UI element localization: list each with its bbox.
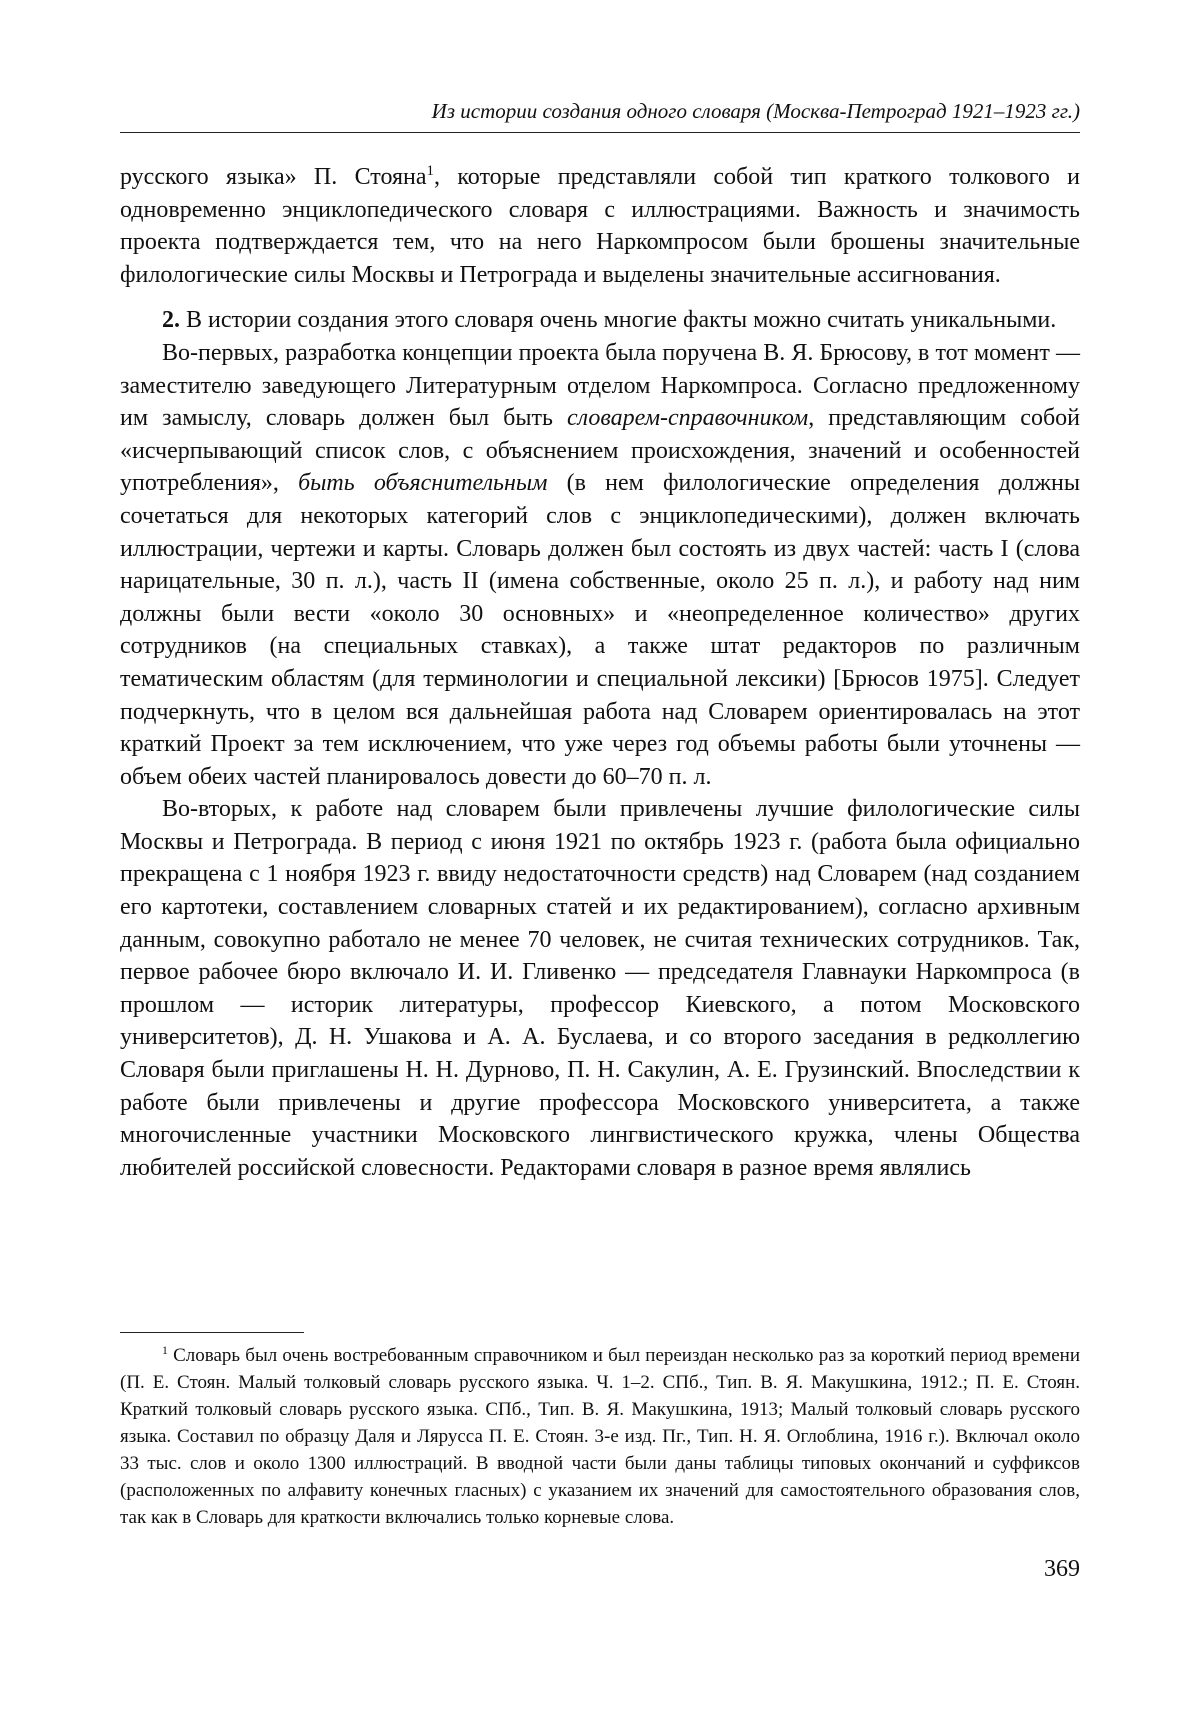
footnote-rule: [120, 1332, 304, 1333]
footnote-marker: 1: [162, 1343, 168, 1357]
paragraph-2: 2. В истории создания этого словаря очень многие факты можно считать уникальными.: [162, 307, 1057, 334]
emphasis-term: быть объяснительным: [298, 470, 548, 497]
paragraph-3: Во-первых, разработка концепции проекта была поручена В. Я. Брюсову, в тот момент — заместителю заведующего Литературным отделом Наркомпроса. Согласно предложенному им замыслу, словарь должен был быть словарем-справочником, представляющим собой «исчерпывающий список слов, с объяснением происхождения, значений и особенностей употребления», быть объяснительным (в нем филологические определения должны сочетаться для некоторых категорий слов с энциклопедическими), должен включать иллюстрации, чертежи и карты. Словарь должен был состоять из двух частей: часть I (слова нарицательные, 30 п. л.), часть II (имена собственные, около 25 п. л.), и работу над ним должны были вести «около 30 основных» и «неопределенное количество» других сотрудников (на специальных ставках), а также штат редакторов по различным тематическим областям (для терминологии и специальной лексики) [Брюсов 1975]. Следует подчеркнуть, что в целом вся дальнейшая работа над Словарем ориентировалась на этот краткий Проект за тем исключением, что уже через год объемы работы были уточнены — объем обеих частей планировалось довести до 60–70 п. л.: [120, 339, 1080, 790]
emphasis-term: словарем-справочником: [567, 405, 809, 432]
page-number: 369: [1044, 1556, 1080, 1582]
footnote-ref[interactable]: 1: [426, 163, 434, 180]
footnote-1: $^1$ Словарь был очень востребованным справочником и был переиздан несколько раз за короткий период времени (П. Е. Стоян. Малый толковый словарь русского языка. Ч. 1–2. СПб., Тип. В. Я. Макушкина, 1912.; П. Е. Стоян. Краткий толковый словарь русского языка. СПб., Тип. В. Я. Макушкина, 1913; Малый толковый словарь русского языка. Составил по образцу Даля и Лярусса П. Е. Стоян. 3-е изд. Пг., Тип. Н. Я. Оглоблина, 1916 г.). Включал около 33 тыс. слов и около 1300 иллюстраций. В вводной части были даны таблицы типовых окончаний и суффиксов (расположенных по алфавиту конечных гласных) с указанием их значений для самостоятельного образования слов, так как в Словарь для краткости включались только корневые слова.: [120, 1343, 1080, 1528]
paragraph-1: русского языка» П. Стояна$^1$, которые представляли собой тип краткого толкового и одновременно энциклопедического словаря с иллюстрациями. Важность и значимость проекта подтверждается тем, что на него Наркомпросом были брошены значительные филологические силы Москвы и Петрограда и выделены значительные ассигнования.: [120, 163, 1080, 288]
paragraph-4: Во-вторых, к работе над словарем были привлечены лучшие филологические силы Москвы и Петрограда. В период с июня 1921 по октябрь 1923 г. (работа была официально прекращена с 1 ноября 1923 г. ввиду недостаточности средств) над Словарем (над созданием его картотеки, составлением словарных статей и их редактированием), согласно архивным данным, совокупно работало не менее 70 человек, не считая технических сотрудников. Так, первое рабочее бюро включало И. И. Гливенко — председателя Главнауки Наркомпроса (в прошлом — историк литературы, профессор Киевского, а потом Московского университетов), Д. Н. Ушакова и А. А. Буслаева, и со второго заседания в редколлегию Словаря были приглашены Н. Н. Дурново, П. Н. Сакулин, А. Е. Грузинский. Впоследствии к работе были привлечены и другие профессора Московского университета, а также многочисленные участники Московского лингвистического кружка, члены Общества любителей российской словесности. Редакторами словаря в разное время являлись: [120, 796, 1080, 1181]
section-number: 2.: [162, 307, 180, 334]
header-rule: [120, 132, 1080, 133]
main-text: [120, 161, 1080, 1184]
running-header: Из истории создания одного словаря (Москва-Петроград 1921–1923 гг.): [431, 99, 1080, 123]
